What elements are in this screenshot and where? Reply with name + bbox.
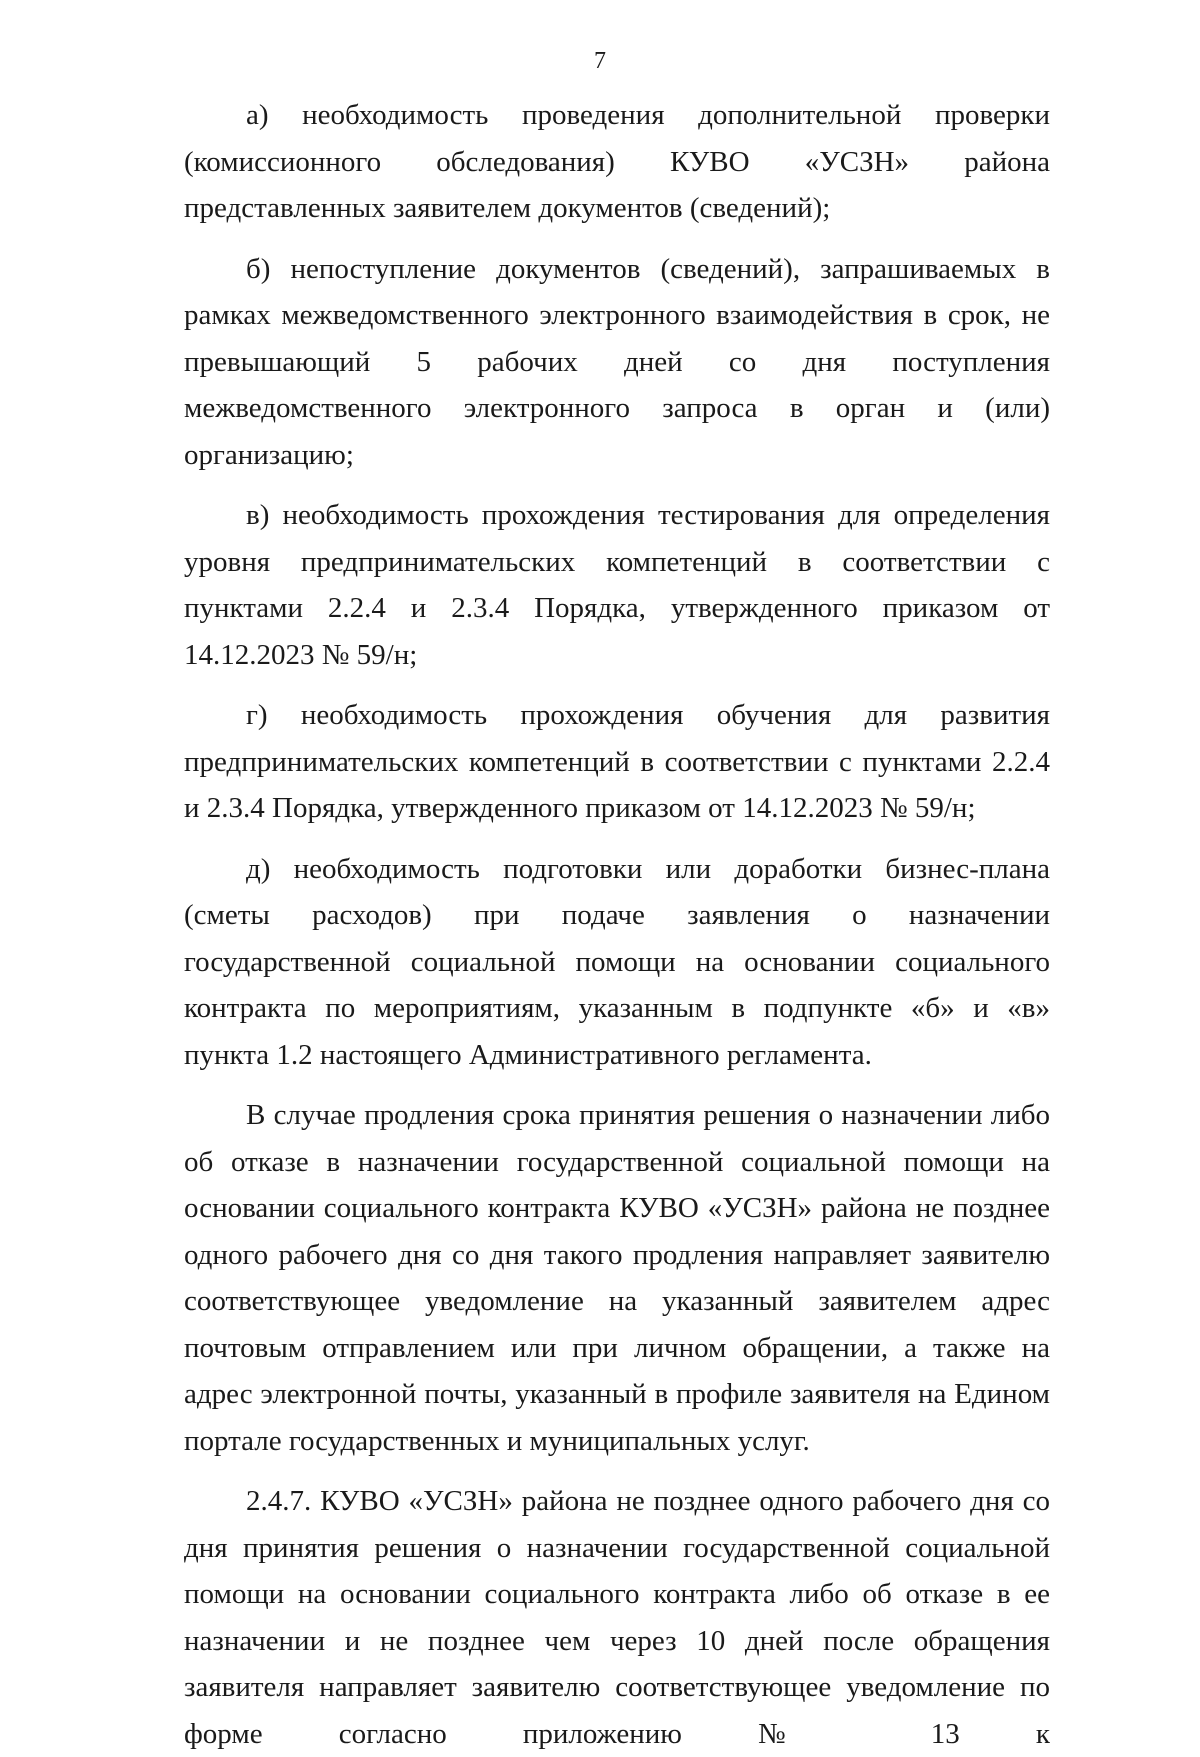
paragraph-item-a: а) необходимость проведения дополнительной проверки (комиссионного обследования) КУВО «УСЗН» района представленных заявителем документов (сведений); (184, 99, 1050, 224)
document-body (184, 92, 1050, 1757)
page-number: 7 (594, 48, 606, 74)
paragraph-item-b: б) непоступление документов (сведений), запрашиваемых в рамках межведомственного электронного взаимодействия в срок, не превышающий 5 рабочих дней со дня поступления межведомственного электронного запроса в орган и (или) организацию; (184, 252, 1050, 471)
paragraph-item-d: д) необходимость подготовки или доработки бизнес-плана (сметы расходов) при подаче заявления о назначении государственной социальной помощи на основании социального контракта по мероприятиям, указанным в подпункте «б» и «в» пункта 1.2 настоящего Административного регламента. (184, 852, 1050, 1071)
paragraph-item-g: г) необходимость прохождения обучения для развития предпринимательских компетенций в соответствии с пунктами 2.2.4 и 2.3.4 Порядка, утвержденного приказом от 14.12.2023 № 59/н; (184, 699, 1050, 824)
paragraph-section-2-4-7: 2.4.7. КУВО «УСЗН» района не позднее одного рабочего дня со дня принятия решения о назначении государственной социальной помощи на основании социального контракта либо об отказе в ее назначении и не позднее чем через 10 дней после обращения заявителя направляет заявителю соответствующее уведомление по форме согласно приложению № 13 к (184, 1485, 1050, 1750)
paragraph-item-v: в) необходимость прохождения тестирования для определения уровня предпринимательских компетенций в соответствии с пунктами 2.2.4 и 2.3.4 Порядка, утвержденного приказом от 14.12.2023 № 59/н; (184, 499, 1050, 671)
paragraph-extension-notice: В случае продления срока принятия решения о назначении либо об отказе в назначении государственной социальной помощи на основании социального контракта КУВО «УСЗН» района не позднее одного рабочего дня со дня такого продления направляет заявителю соответствующее уведомление на указанный заявителем адрес почтовым отправлением или при личном обращении, а также на адрес электронной почты, указанный в профиле заявителя на Едином портале государственных и муниципальных услуг. (184, 1099, 1050, 1457)
